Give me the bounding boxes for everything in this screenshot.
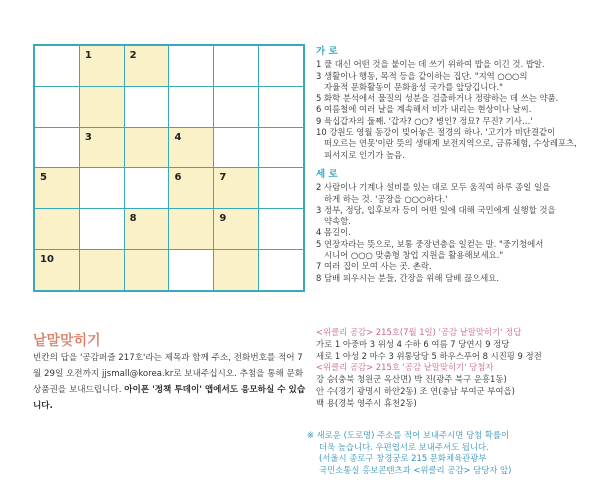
grid-cell: [259, 168, 303, 208]
puzzle-title: 낱말맞히기: [33, 333, 101, 349]
grid-cell: [214, 168, 258, 208]
clue-column: [316, 46, 608, 284]
grid-cell: [125, 209, 169, 249]
clue-number: 5: [40, 172, 47, 184]
winner-header: <위클리 공감> 215호 '공감 낱말맞히기' 당첨자: [316, 362, 494, 373]
grid-cell: [259, 209, 303, 249]
grid-cell: [125, 250, 169, 290]
winner-line: 백 용(경북 영주시 휴천2동): [316, 397, 417, 408]
note-line: 더욱 높습니다. 우편엽서로 보내주셔도 됩니다.: [319, 441, 489, 452]
grid-cell: [35, 46, 79, 86]
grid-cell: [35, 168, 79, 208]
grid-cell: [125, 87, 169, 127]
across-clue: 10 강원도 영월 동강이 빚어놓은 절경의 하나. '고기가 비단결같이 떠오르는 연못'이란 뜻의 생태계 보전지역으로, 금류체험, 수상레포츠, 피서지로 인기가 높음.: [316, 127, 577, 160]
grid-cell: [259, 46, 303, 86]
across-clue: 6 여름철에 여러 날을 계속해서 비가 내리는 현상이나 날씨.: [316, 104, 532, 115]
crossword-grid: [33, 44, 305, 292]
grid-cell: [35, 250, 79, 290]
grid-cell: [214, 46, 258, 86]
down-clue: 4 몸길이.: [316, 227, 351, 238]
app-note: 아이폰 '정책 투데이' 앱에서도 응모하실 수 있습니다.: [33, 385, 306, 411]
grid-cell: [214, 87, 258, 127]
grid-cell: [214, 209, 258, 249]
grid-cell: [169, 168, 213, 208]
across-clue: 5 화학 분석에서 물질의 성분을 검출하거나 정량하는 데 쓰는 약품.: [316, 93, 559, 104]
instructions: [33, 350, 308, 414]
across-clue: 3 생활이나 행동, 목적 등을 같이하는 집단. "지역 ○○○의 자율적 문화활동이 문화융성 국가를 앞당깁니다.": [316, 70, 528, 92]
grid-cell: [214, 250, 258, 290]
grid-cell: [169, 128, 213, 168]
grid-cell: [169, 87, 213, 127]
down-clue: 5 연장자라는 뜻으로, 보통 중장년층을 일컫는 말. "중기청에서 시니어 ○○○ 맞춤형 창업 지원을 활용해보세요.": [316, 238, 544, 261]
grid-cell: [80, 209, 124, 249]
answer-down: 세로 1 아성 2 마수 3 위통당당 5 하우스푸어 8 시진핑 9 정전: [316, 350, 542, 361]
grid-cell: [169, 250, 213, 290]
clue-number: 6: [174, 172, 182, 184]
clue-number: 4: [174, 131, 182, 143]
previous-results: [316, 327, 608, 410]
grid-cell: [169, 209, 213, 249]
across-clue: 1 풀 대신 어떤 것을 붙이는 데 쓰기 위하여 밥을 이긴 것. 밥알.: [316, 59, 545, 70]
mail-note: [307, 430, 607, 476]
down-clue-list: [316, 182, 608, 284]
grid-cell: [80, 128, 124, 168]
instructions-text: 빈칸의 답을 '공감퍼즐 217호'라는 제목과 함께 주소, 전화번호를 적어 7월 29일 오전까지 jjsmall@korea.kr로 보내주십시오. 추첨을 통해 문화상품권을 보내드립니다.: [33, 353, 304, 395]
grid-cell: [125, 168, 169, 208]
winner-line: 안 수(경기 광명시 하안2동) 조 연(충남 부여군 부여읍): [316, 385, 515, 396]
grid-cell: [35, 87, 79, 127]
clue-number: 2: [129, 50, 137, 61]
across-clue: 9 육십갑자의 둘째. '갑자? ○○? 병인? 정묘? 무진? 기사…': [316, 115, 533, 126]
grid-cell: [259, 128, 303, 168]
grid-cell: [80, 250, 124, 290]
grid-cell: [80, 168, 124, 208]
note-line: ※ 새로운 (도로명) 주소를 적어 보내주시면 당첨 확률이: [307, 430, 510, 440]
grid-cell: [125, 128, 169, 168]
clue-number: 1: [84, 50, 92, 61]
grid-cell: [80, 46, 124, 86]
grid-cell: [125, 46, 169, 86]
clue-number: 7: [219, 172, 227, 184]
grid-cell: [169, 46, 213, 86]
winner-line: 강 승(충북 청원군 옥산면) 박 진(광주 북구 운흥1동): [316, 374, 507, 385]
down-clue: 8 담배 피우시는 분들, 간장을 위해 담배 끊으세요.: [316, 272, 500, 283]
clue-number: 10: [40, 254, 54, 266]
note-line: 국민소통실 홍보콘텐츠과 <위클리 공감> 담당자 앞): [319, 464, 512, 475]
grid-cell: [259, 87, 303, 127]
down-heading: 세 로: [316, 168, 338, 180]
answer-across: 가로 1 아중마 3 위성 4 수하 6 여름 7 당연시 9 정당: [316, 338, 510, 349]
down-clue: 3 정부, 정당, 입후보자 등이 어떤 일에 대해 국민에게 실행할 것을 약속함.: [316, 204, 556, 227]
answer-header: <위클리 공감> 215호(7월 1일) '공감 낱말맞히기' 정답: [316, 327, 522, 337]
note-line: (서울시 종로구 창경궁로 215 문화체육관광부: [319, 453, 487, 464]
clue-number: 9: [219, 213, 227, 225]
down-clue: 7 여러 집이 모여 사는 곳. 촌락.: [316, 261, 432, 272]
grid-cell: [259, 250, 303, 290]
grid-cell: [214, 128, 258, 168]
grid-cell: [35, 209, 79, 249]
across-clue-list: [316, 59, 608, 161]
grid-cell: [35, 128, 79, 168]
clue-number: 3: [84, 131, 92, 143]
down-clue: 2 사람이나 기계나 설비를 있는 대로 모두 움직여 하루 종일 일을 하게 하는 것. '공장을 ○○○하다.': [316, 182, 551, 204]
clue-number: 8: [129, 213, 137, 225]
across-heading: 가 로: [316, 46, 338, 57]
grid-cell: [80, 87, 124, 127]
